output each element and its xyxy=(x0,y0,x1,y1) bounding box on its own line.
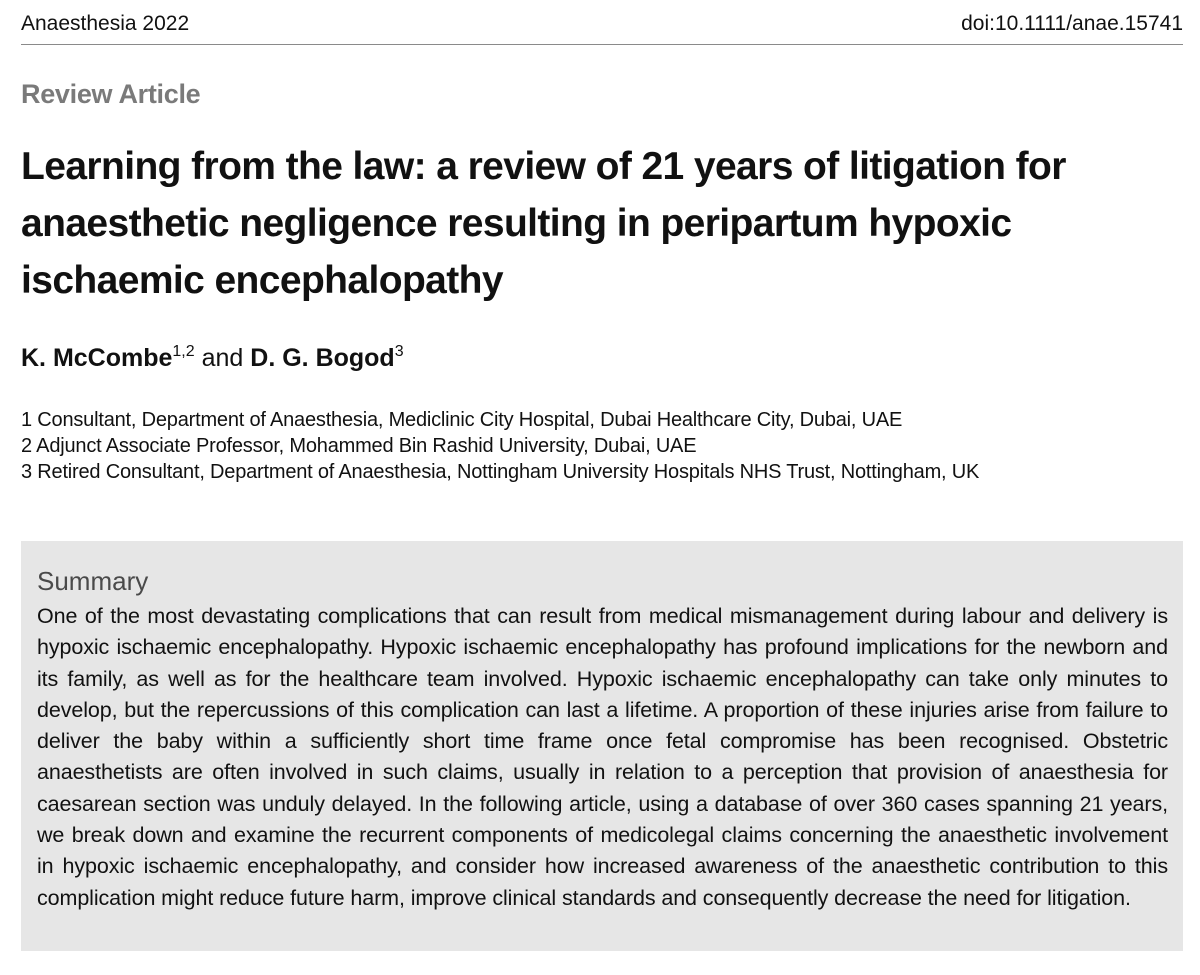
affiliation-item: 3 Retired Consultant, Department of Anaesthesia, Nottingham University Hospitals NHS Trust, Nottingham, UK xyxy=(21,461,980,483)
author-affiliation-marker: 1,2 xyxy=(172,343,195,360)
running-header xyxy=(21,10,1183,45)
author-name: K. McCombe xyxy=(21,344,173,372)
summary-heading: Summary xyxy=(37,566,149,596)
article-type-label: Review Article xyxy=(21,79,201,109)
journal-name: Anaesthesia 2022 xyxy=(21,12,190,35)
doi-link[interactable]: doi:10.1111/anae.15741 xyxy=(961,12,1183,35)
author-joiner: and xyxy=(201,344,244,372)
author-affiliation-marker: 3 xyxy=(394,343,404,360)
summary-box xyxy=(21,541,1183,951)
affiliation-item: 2 Adjunct Associate Professor, Mohammed Bin Rashid University, Dubai, UAE xyxy=(21,435,697,457)
author-name: D. G. Bogod xyxy=(250,344,395,372)
affiliation-list xyxy=(21,407,979,485)
affiliation-item: 1 Consultant, Department of Anaesthesia, Mediclinic City Hospital, Dubai Healthcare City, Dubai, UAE xyxy=(21,409,903,431)
article-title: Learning from the law: a review of 21 years of litigation for anaesthetic negligence resulting in peripartum hypoxic ischaemic encephalopathy xyxy=(21,145,1066,302)
summary-text: One of the most devastating complications that can result from medical mismanagement during labour and delivery is hypoxic ischaemic encephalopathy. Hypoxic ischaemic encephalopathy has profound implications for the newborn and its family, as well as for the healthcare team involved. Hypoxic ischaemic encephalopathy can take only minutes to develop, but the repercussions of this complication can last a lifetime. A proportion of these injuries arise from failure to deliver the baby within a sufficiently short time frame once fetal compromise has been recognised. Obstetric anaesthetists are often involved in such claims, usually in relation to a perception that provision of anaesthesia for caesarean section was unduly delayed. In the following article, using a database of over 360 cases spanning 21 years, we break down and examine the recurrent components of medicolegal claims concerning the anaesthetic involvement in hypoxic ischaemic encephalopathy, and consider how increased awareness of the anaesthetic contribution to this complication might reduce future harm, improve clinical standards and consequently decrease the need for litigation. xyxy=(37,604,1168,910)
author-list xyxy=(21,344,404,373)
